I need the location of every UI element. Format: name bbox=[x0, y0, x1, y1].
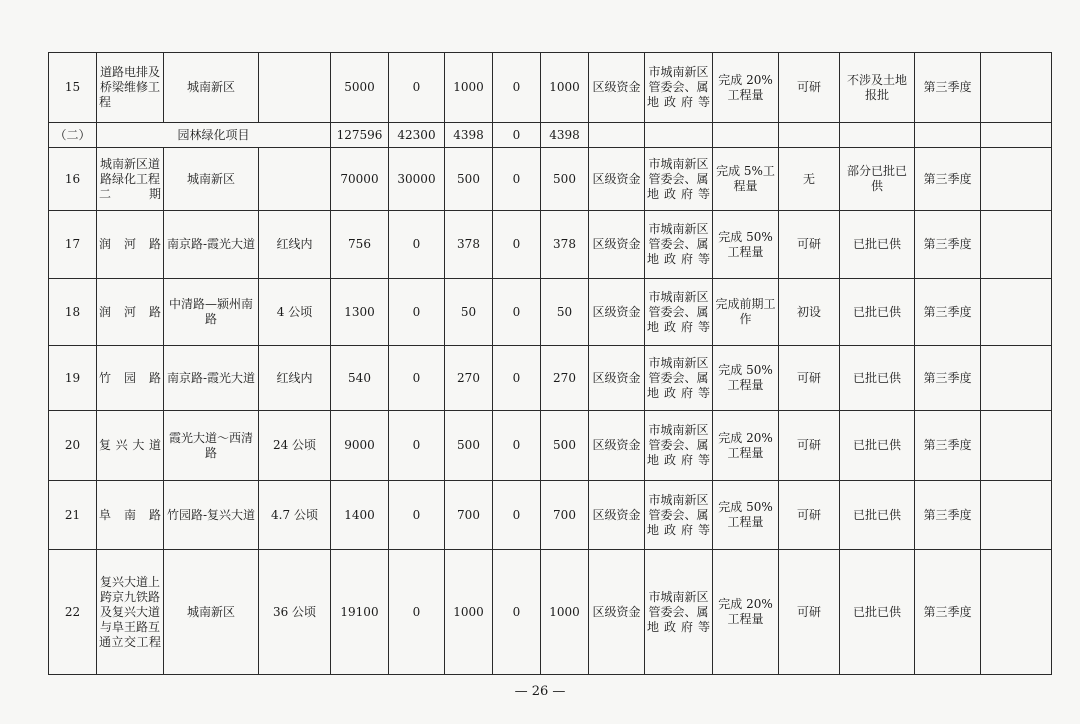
project-table bbox=[48, 52, 1052, 675]
cell-name: 城南新区道路绿化工程二期 bbox=[97, 148, 164, 211]
cell-no: 15 bbox=[49, 53, 97, 123]
cell-c2: 378 bbox=[541, 211, 589, 279]
table-row bbox=[49, 481, 1052, 550]
table-row bbox=[49, 148, 1052, 211]
cell-total: 1300 bbox=[331, 279, 389, 346]
table-row bbox=[49, 211, 1052, 279]
cell-name: 润河路 bbox=[97, 211, 164, 279]
group-empty bbox=[915, 123, 981, 148]
cell-total: 1400 bbox=[331, 481, 389, 550]
cell-c1: 0 bbox=[493, 148, 541, 211]
cell-unit: 市城南新区管委会、属地政府等 bbox=[645, 550, 713, 675]
cell-note bbox=[981, 481, 1052, 550]
cell-land: 已批已供 bbox=[840, 550, 915, 675]
cell-scale: 24 公顷 bbox=[259, 411, 331, 481]
cell-fund: 区级资金 bbox=[589, 279, 645, 346]
cell-total: 5000 bbox=[331, 53, 389, 123]
cell-goal: 完成前期工作 bbox=[713, 279, 779, 346]
cell-time: 第三季度 bbox=[915, 148, 981, 211]
group-empty bbox=[645, 123, 713, 148]
cell-c2: 50 bbox=[541, 279, 589, 346]
cell-unit: 市城南新区管委会、属地政府等 bbox=[645, 481, 713, 550]
cell-total: 9000 bbox=[331, 411, 389, 481]
group-c2: 4398 bbox=[541, 123, 589, 148]
cell-note bbox=[981, 148, 1052, 211]
cell-location: 城南新区 bbox=[164, 550, 259, 675]
cell-no: 19 bbox=[49, 346, 97, 411]
cell-done: 30000 bbox=[389, 148, 445, 211]
cell-land: 已批已供 bbox=[840, 481, 915, 550]
cell-name: 竹园路 bbox=[97, 346, 164, 411]
cell-fund: 区级资金 bbox=[589, 346, 645, 411]
cell-c1: 0 bbox=[493, 346, 541, 411]
cell-scale: 红线内 bbox=[259, 346, 331, 411]
cell-note bbox=[981, 411, 1052, 481]
cell-time: 第三季度 bbox=[915, 411, 981, 481]
cell-done: 0 bbox=[389, 481, 445, 550]
cell-unit: 市城南新区管委会、属地政府等 bbox=[645, 148, 713, 211]
cell-goal: 完成 20%工程量 bbox=[713, 550, 779, 675]
group-c1: 0 bbox=[493, 123, 541, 148]
cell-stage: 可研 bbox=[779, 53, 840, 123]
group-empty bbox=[589, 123, 645, 148]
cell-plan: 1000 bbox=[445, 550, 493, 675]
cell-unit: 市城南新区管委会、属地政府等 bbox=[645, 53, 713, 123]
cell-no: 16 bbox=[49, 148, 97, 211]
cell-note bbox=[981, 550, 1052, 675]
cell-plan: 500 bbox=[445, 411, 493, 481]
cell-stage: 无 bbox=[779, 148, 840, 211]
cell-c2: 500 bbox=[541, 148, 589, 211]
cell-goal: 完成 20%工程量 bbox=[713, 53, 779, 123]
cell-fund: 区级资金 bbox=[589, 411, 645, 481]
group-name: 园林绿化项目 bbox=[97, 123, 331, 148]
cell-time: 第三季度 bbox=[915, 346, 981, 411]
cell-stage: 初设 bbox=[779, 279, 840, 346]
cell-note bbox=[981, 211, 1052, 279]
cell-land: 已批已供 bbox=[840, 411, 915, 481]
group-empty bbox=[840, 123, 915, 148]
cell-total: 19100 bbox=[331, 550, 389, 675]
cell-scale: 红线内 bbox=[259, 211, 331, 279]
cell-c2: 500 bbox=[541, 411, 589, 481]
cell-scale: 36 公顷 bbox=[259, 550, 331, 675]
cell-c1: 0 bbox=[493, 211, 541, 279]
cell-plan: 1000 bbox=[445, 53, 493, 123]
cell-c2: 1000 bbox=[541, 53, 589, 123]
cell-unit: 市城南新区管委会、属地政府等 bbox=[645, 346, 713, 411]
cell-total: 756 bbox=[331, 211, 389, 279]
cell-location: 南京路-霞光大道 bbox=[164, 346, 259, 411]
cell-c2: 270 bbox=[541, 346, 589, 411]
group-row bbox=[49, 123, 1052, 148]
cell-time: 第三季度 bbox=[915, 481, 981, 550]
cell-name: 阜南路 bbox=[97, 481, 164, 550]
cell-done: 0 bbox=[389, 346, 445, 411]
cell-total: 70000 bbox=[331, 148, 389, 211]
cell-goal: 完成 50%工程量 bbox=[713, 346, 779, 411]
cell-no: 22 bbox=[49, 550, 97, 675]
cell-plan: 50 bbox=[445, 279, 493, 346]
cell-name: 复兴大道上跨京九铁路及复兴大道与阜王路互通立交工程 bbox=[97, 550, 164, 675]
cell-plan: 700 bbox=[445, 481, 493, 550]
cell-no: 17 bbox=[49, 211, 97, 279]
cell-unit: 市城南新区管委会、属地政府等 bbox=[645, 411, 713, 481]
cell-plan: 270 bbox=[445, 346, 493, 411]
cell-done: 0 bbox=[389, 53, 445, 123]
cell-plan: 378 bbox=[445, 211, 493, 279]
cell-c1: 0 bbox=[493, 279, 541, 346]
cell-c1: 0 bbox=[493, 411, 541, 481]
cell-scale: 4.7 公顷 bbox=[259, 481, 331, 550]
group-empty bbox=[779, 123, 840, 148]
cell-note bbox=[981, 279, 1052, 346]
cell-done: 0 bbox=[389, 550, 445, 675]
group-no: （二） bbox=[49, 123, 97, 148]
cell-time: 第三季度 bbox=[915, 53, 981, 123]
table-row bbox=[49, 346, 1052, 411]
cell-stage: 可研 bbox=[779, 346, 840, 411]
page-number: — 26 — bbox=[514, 684, 566, 699]
group-done: 42300 bbox=[389, 123, 445, 148]
cell-stage: 可研 bbox=[779, 411, 840, 481]
table-row bbox=[49, 279, 1052, 346]
cell-c2: 700 bbox=[541, 481, 589, 550]
cell-total: 540 bbox=[331, 346, 389, 411]
group-total: 127596 bbox=[331, 123, 389, 148]
cell-no: 20 bbox=[49, 411, 97, 481]
cell-scale: 4 公顷 bbox=[259, 279, 331, 346]
cell-note bbox=[981, 346, 1052, 411]
cell-scale bbox=[259, 148, 331, 211]
cell-unit: 市城南新区管委会、属地政府等 bbox=[645, 279, 713, 346]
cell-fund: 区级资金 bbox=[589, 550, 645, 675]
cell-location: 竹园路-复兴大道 bbox=[164, 481, 259, 550]
cell-fund: 区级资金 bbox=[589, 481, 645, 550]
cell-name: 复兴大道 bbox=[97, 411, 164, 481]
cell-time: 第三季度 bbox=[915, 550, 981, 675]
cell-stage: 可研 bbox=[779, 481, 840, 550]
cell-land: 已批已供 bbox=[840, 346, 915, 411]
cell-location: 霞光大道～西清路 bbox=[164, 411, 259, 481]
table-row bbox=[49, 550, 1052, 675]
table-row bbox=[49, 53, 1052, 123]
cell-stage: 可研 bbox=[779, 211, 840, 279]
cell-done: 0 bbox=[389, 279, 445, 346]
cell-done: 0 bbox=[389, 211, 445, 279]
cell-fund: 区级资金 bbox=[589, 53, 645, 123]
cell-done: 0 bbox=[389, 411, 445, 481]
cell-location: 中清路—颍州南路 bbox=[164, 279, 259, 346]
cell-c1: 0 bbox=[493, 550, 541, 675]
cell-time: 第三季度 bbox=[915, 279, 981, 346]
cell-land: 部分已批已供 bbox=[840, 148, 915, 211]
cell-no: 18 bbox=[49, 279, 97, 346]
group-empty bbox=[713, 123, 779, 148]
cell-goal: 完成 5%工程量 bbox=[713, 148, 779, 211]
cell-land: 不涉及土地报批 bbox=[840, 53, 915, 123]
cell-note bbox=[981, 53, 1052, 123]
cell-name: 道路电排及桥梁维修工程 bbox=[97, 53, 164, 123]
cell-unit: 市城南新区管委会、属地政府等 bbox=[645, 211, 713, 279]
table-row bbox=[49, 411, 1052, 481]
cell-c1: 0 bbox=[493, 53, 541, 123]
cell-c1: 0 bbox=[493, 481, 541, 550]
cell-land: 已批已供 bbox=[840, 211, 915, 279]
cell-goal: 完成 50%工程量 bbox=[713, 481, 779, 550]
cell-location: 南京路-霞光大道 bbox=[164, 211, 259, 279]
cell-name: 润河路 bbox=[97, 279, 164, 346]
cell-c2: 1000 bbox=[541, 550, 589, 675]
cell-scale bbox=[259, 53, 331, 123]
cell-stage: 可研 bbox=[779, 550, 840, 675]
group-empty bbox=[981, 123, 1052, 148]
cell-plan: 500 bbox=[445, 148, 493, 211]
cell-fund: 区级资金 bbox=[589, 148, 645, 211]
cell-goal: 完成 50%工程量 bbox=[713, 211, 779, 279]
cell-goal: 完成 20%工程量 bbox=[713, 411, 779, 481]
cell-land: 已批已供 bbox=[840, 279, 915, 346]
cell-location: 城南新区 bbox=[164, 53, 259, 123]
group-plan: 4398 bbox=[445, 123, 493, 148]
cell-fund: 区级资金 bbox=[589, 211, 645, 279]
cell-location: 城南新区 bbox=[164, 148, 259, 211]
cell-no: 21 bbox=[49, 481, 97, 550]
cell-time: 第三季度 bbox=[915, 211, 981, 279]
